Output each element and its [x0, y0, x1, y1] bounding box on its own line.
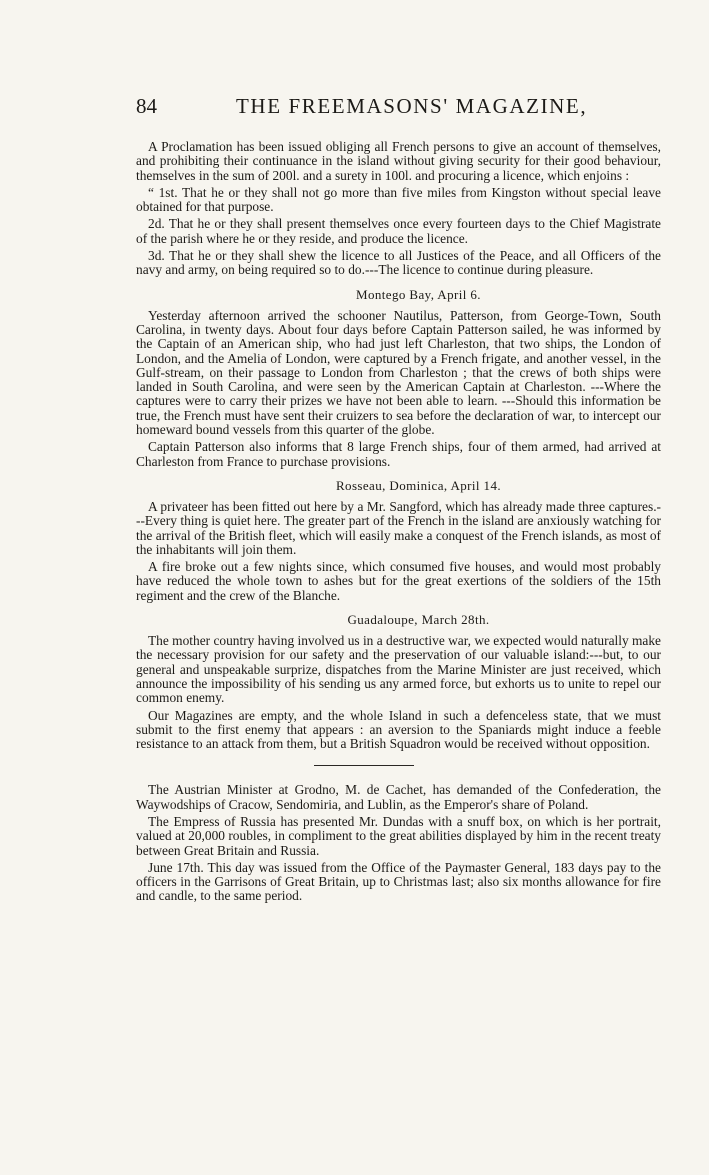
paragraph-austrian-minister: The Austrian Minister at Grodno, M. de Cachet, has demanded of the Confederation, the Waywodships of Cracow, Sendomiria, and Lublin, as the Emperor's share of Poland.: [136, 782, 661, 812]
paragraph-privateer: A privateer has been fitted out here by a Mr. Sangford, which has already made three captures.---Every thing is quiet here. The greater part of the French in the island are anxiously watching for the arrival of the British fleet, which will easily make a conquest of the French islands, as most of the inhabitants will join them.: [136, 498, 661, 557]
paragraph-clause-3: 3d. That he or they shall shew the licence to all Justices of the Peace, and all Officers of the navy and army, on being required so to do.---The licence to continue during pleasure.: [136, 248, 661, 278]
magazine-title: THE FREEMASONS' MAGAZINE,: [236, 94, 588, 118]
paragraph-patterson: Captain Patterson also informs that 8 large French ships, four of them armed, had arrived at Charleston from France to purchase provisions.: [136, 439, 661, 469]
paragraph-nautilus: Yesterday afternoon arrived the schooner Nautilus, Patterson, from George-Town, South Carolina, in twenty days. About four days before Captain Patterson sailed, he was informed by the Captain of an American ship, who had just left Charleston, that two ships, the London of London, and the Amelia of London, were captured by a French frigate, and another vessel, in the Gulf-stream, on their passage to London from Charleston ; that the crews of both ships were landed in South Carolina, and were seen by the American Captain at Charleston. ---Where the captures were to carry their prizes we have not been able to learn. ---Should this information be true, the French must have sent their cruizers to sea before the declaration of war, to intercept our homeward bound vessels from this quarter of the globe.: [136, 307, 661, 438]
paragraph-fire: A fire broke out a few nights since, which consumed five houses, and would most probably have reduced the whole town to ashes but for the great exertions of the soldiers of the 15th regiment and the crew of the Blanche.: [136, 559, 661, 603]
paragraph-proclamation: A Proclamation has been issued obliging all French persons to give an account of themselves, and prohibiting their continuance in the island without giving security for their good behaviour, themselves in the sum of 200l. and a surety in 100l. and procuring a licence, which enjoins :: [136, 139, 661, 183]
dateline-montego-bay: Montego Bay, April 6.: [356, 286, 481, 302]
paragraph-clause-2: 2d. That he or they shall present themselves once every fourteen days to the Chief Magistrate of the parish where he or they reside, and produce the licence.: [136, 216, 661, 246]
paragraph-mother-country: The mother country having involved us in a destructive war, we expected would naturally make the necessary provision for our safety and the preservation of our valuable island:---but, to our general and unspeakable surprize, dispatches from the Marine Minister are just received, which announce the impossibility of his sending us any armed force, but exhorts us to unite to repel our common enemy.: [136, 633, 661, 706]
paragraph-paymaster: June 17th. This day was issued from the Office of the Paymaster General, 183 days pay to the officers in the Garrisons of Great Britain, up to Christmas last; also six months allowance for fire and candle, to the same period.: [136, 859, 661, 904]
paragraph-clause-1: “ 1st. That he or they shall not go more than five miles from Kingston without special leave obtained for that purpose.: [136, 184, 661, 215]
paragraph-magazines: Our Magazines are empty, and the whole Island in such a defenceless state, that we must submit to the first enemy that appears : an aversion to the Spaniards might induce a feeble resistance to an attack from them, but a British Squadron would be received without opposition.: [136, 707, 661, 752]
paragraph-empress: The Empress of Russia has presented Mr. Dundas with a snuff box, on which is her portrait, valued at 20,000 roubles, in compliment to the great abilities displayed by him in the recent treaty between Great Britain and Russia.: [136, 813, 661, 858]
article-body: [136, 140, 661, 904]
running-head: [136, 94, 661, 128]
dateline-guadaloupe: Guadaloupe, March 28th.: [347, 612, 490, 628]
dateline-rosseau: Rosseau, Dominica, April 14.: [335, 477, 502, 493]
page-number: 84: [136, 94, 157, 118]
